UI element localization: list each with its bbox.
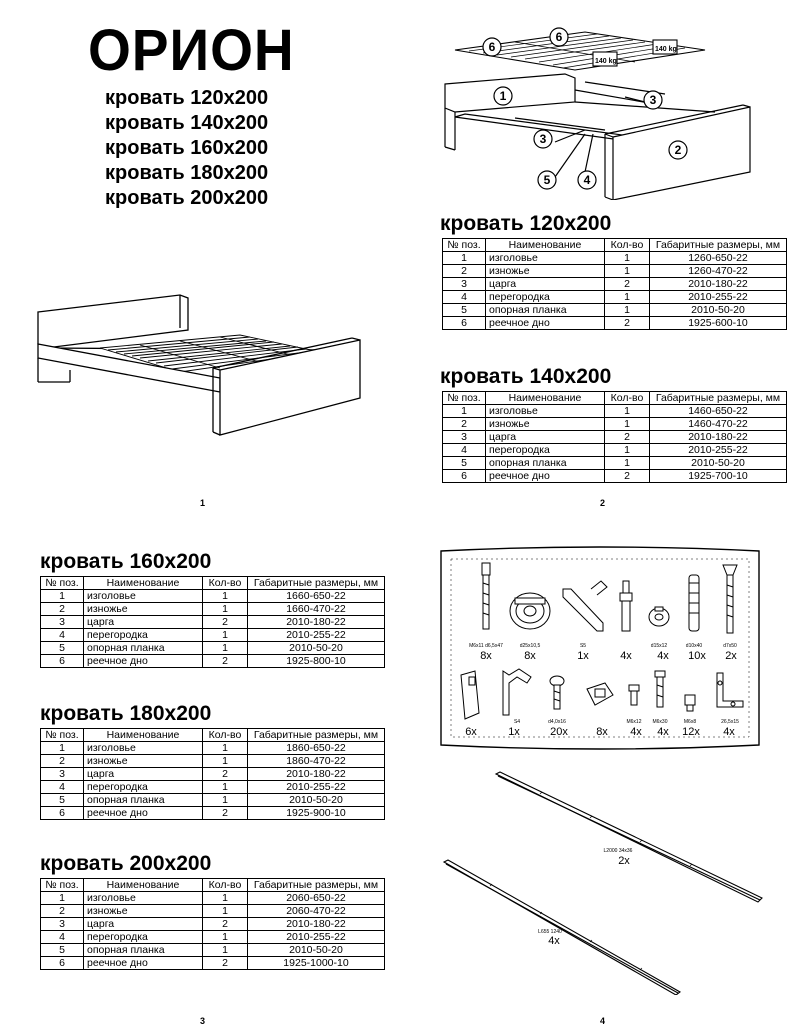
bolt-icon: [629, 685, 639, 705]
table-cell: царга: [84, 918, 203, 931]
table-cell: 2: [203, 768, 248, 781]
table-heading: кровать 200x200: [40, 852, 212, 875]
part-code: d25x10,5: [519, 643, 541, 649]
table-row: [41, 616, 385, 629]
table-cell: 1: [203, 590, 248, 603]
table-cell: 1: [605, 304, 650, 317]
table-row: [41, 944, 385, 957]
table-cell: 1: [605, 252, 650, 265]
part-quantity: 8x: [524, 650, 536, 662]
size-variant-list: [105, 86, 268, 211]
spec-table: [442, 238, 787, 330]
table-cell: 2: [203, 957, 248, 970]
table-cell: 1925-800-10: [248, 655, 385, 668]
table-cell: опорная планка: [84, 642, 203, 655]
table-cell: 2: [443, 418, 486, 431]
column-header: Кол-во: [203, 577, 248, 590]
page-number: 3: [200, 1016, 206, 1026]
table-cell: опорная планка: [486, 457, 605, 470]
table-cell: изножье: [84, 603, 203, 616]
table-cell: 2: [41, 755, 84, 768]
column-header: Наименование: [486, 239, 605, 252]
table-row: [41, 603, 385, 616]
part-code: M6x11 d6,5x47: [469, 643, 503, 649]
table-cell: 1: [203, 742, 248, 755]
column-header: Габаритные размеры, мм: [248, 879, 385, 892]
part-quantity: 4x: [548, 935, 560, 947]
table-cell: 5: [443, 457, 486, 470]
table-cell: 5: [41, 642, 84, 655]
table-header-row: [443, 239, 787, 252]
callout-number: 6: [488, 40, 496, 54]
nut-icon: [685, 695, 695, 711]
table-cell: 2010-180-22: [248, 768, 385, 781]
part-quantity: 2x: [618, 855, 630, 867]
table-cell: 1: [41, 590, 84, 603]
part-code: 26,5x15: [721, 719, 739, 725]
table-cell: 2: [203, 655, 248, 668]
table-cell: 1: [605, 291, 650, 304]
part-code: M6x30: [652, 719, 668, 725]
table-cell: 2: [605, 317, 650, 330]
column-header: Кол-во: [203, 729, 248, 742]
table-cell: 2010-255-22: [248, 629, 385, 642]
table-cell: изножье: [84, 905, 203, 918]
table-cell: 1925-700-10: [650, 470, 787, 483]
table-row: [41, 905, 385, 918]
table-cell: 1: [203, 931, 248, 944]
table-cell: 6: [41, 957, 84, 970]
table-row: [443, 278, 787, 291]
table-cell: 6: [41, 807, 84, 820]
table-row: [41, 755, 385, 768]
table-row: [41, 794, 385, 807]
table-row: [443, 304, 787, 317]
table-cell: 1460-470-22: [650, 418, 787, 431]
column-header: Габаритные размеры, мм: [248, 577, 385, 590]
table-header-row: [41, 879, 385, 892]
table-cell: изголовье: [486, 405, 605, 418]
column-header: Наименование: [84, 879, 203, 892]
table-cell: 6: [443, 317, 486, 330]
column-header: Кол-во: [203, 879, 248, 892]
column-header: Наименование: [84, 577, 203, 590]
table-cell: 2: [203, 807, 248, 820]
table-row: [41, 918, 385, 931]
table-cell: 1: [41, 892, 84, 905]
size-variant: кровать 200x200: [105, 187, 269, 209]
table-cell: 3: [443, 431, 486, 444]
table-row: [41, 655, 385, 668]
table-row: [443, 431, 787, 444]
table-header-row: [41, 577, 385, 590]
table-cell: 2: [41, 603, 84, 616]
table-heading: кровать 140x200: [440, 365, 612, 388]
table-row: [41, 931, 385, 944]
page-number: 1: [200, 498, 206, 508]
table-cell: 1925-900-10: [248, 807, 385, 820]
table-cell: 2010-255-22: [650, 291, 787, 304]
table-cell: царга: [84, 616, 203, 629]
table-row: [443, 470, 787, 483]
table-row: [41, 742, 385, 755]
table-cell: реечное дно: [486, 317, 605, 330]
table-cell: 1: [605, 457, 650, 470]
table-cell: 1: [605, 444, 650, 457]
column-header: Наименование: [84, 729, 203, 742]
table-cell: 2: [443, 265, 486, 278]
table-cell: 1: [605, 405, 650, 418]
table-cell: царга: [486, 431, 605, 444]
table-heading: кровать 120x200: [440, 212, 612, 235]
callout-number: 6: [555, 30, 563, 44]
table-cell: 2: [203, 616, 248, 629]
table-cell: 1860-470-22: [248, 755, 385, 768]
column-header: Кол-во: [605, 239, 650, 252]
table-row: [41, 768, 385, 781]
eccentric-cam-icon: [510, 593, 550, 629]
size-variant: кровать 180x200: [105, 162, 269, 184]
table-cell: царга: [84, 768, 203, 781]
table-heading: кровать 160x200: [40, 550, 212, 573]
rails-drawing: [440, 770, 770, 995]
part-quantity: 2x: [725, 650, 737, 662]
table-cell: 1: [443, 405, 486, 418]
table-cell: 2060-650-22: [248, 892, 385, 905]
table-cell: 2: [41, 905, 84, 918]
callout-number: 3: [649, 93, 657, 107]
column-header: № поз.: [41, 577, 84, 590]
part-code: L2000 34x36: [603, 848, 633, 854]
column-header: Габаритные размеры, мм: [650, 392, 787, 405]
size-variant: кровать 140x200: [105, 112, 269, 134]
part-code: M6x12: [626, 719, 642, 725]
table-cell: 2010-180-22: [248, 616, 385, 629]
table-row: [41, 642, 385, 655]
table-cell: реечное дно: [84, 807, 203, 820]
table-cell: 2010-180-22: [650, 431, 787, 444]
table-cell: 2010-255-22: [248, 931, 385, 944]
table-cell: 1260-470-22: [650, 265, 787, 278]
callout-number: 3: [539, 132, 547, 146]
table-row: [443, 457, 787, 470]
short-rail-icon: [444, 860, 680, 995]
table-cell: 2: [605, 431, 650, 444]
part-quantity: 10x: [688, 650, 706, 662]
bolt-long-icon: [655, 671, 665, 707]
table-cell: изголовье: [486, 252, 605, 265]
part-quantity: 20x: [550, 726, 568, 738]
table-cell: реечное дно: [84, 957, 203, 970]
table-cell: 1660-650-22: [248, 590, 385, 603]
table-cell: 4: [41, 781, 84, 794]
table-cell: 5: [41, 794, 84, 807]
part-quantity: 6x: [465, 726, 477, 738]
part-quantity: 4x: [723, 726, 735, 738]
spec-table: [40, 576, 385, 668]
table-cell: 3: [41, 768, 84, 781]
table-cell: изголовье: [84, 742, 203, 755]
table-cell: 2: [203, 918, 248, 931]
table-cell: 2010-50-20: [248, 944, 385, 957]
load-label: 140 kg: [595, 58, 617, 65]
table-cell: 3: [443, 278, 486, 291]
table-cell: 2010-255-22: [248, 781, 385, 794]
table-cell: 1: [605, 418, 650, 431]
table-cell: 5: [443, 304, 486, 317]
table-cell: реечное дно: [84, 655, 203, 668]
table-cell: 1: [443, 252, 486, 265]
table-row: [41, 957, 385, 970]
table-cell: 3: [41, 918, 84, 931]
bed-assembled-drawing: [30, 290, 370, 445]
part-quantity: 4x: [657, 650, 669, 662]
page-number: 4: [600, 1016, 606, 1026]
table-cell: 1460-650-22: [650, 405, 787, 418]
table-cell: 2010-50-20: [650, 457, 787, 470]
page-number: 2: [600, 498, 606, 508]
table-cell: перегородка: [84, 629, 203, 642]
column-header: № поз.: [41, 729, 84, 742]
column-header: Кол-во: [605, 392, 650, 405]
table-row: [443, 252, 787, 265]
bed-exploded-diagram: [435, 22, 755, 200]
table-cell: 1: [203, 794, 248, 807]
table-cell: 1660-470-22: [248, 603, 385, 616]
table-row: [41, 590, 385, 603]
table-cell: перегородка: [84, 931, 203, 944]
size-variant: кровать 160x200: [105, 137, 269, 159]
table-cell: опорная планка: [486, 304, 605, 317]
table-cell: 1: [203, 905, 248, 918]
table-cell: 1260-650-22: [650, 252, 787, 265]
table-cell: 4: [443, 444, 486, 457]
column-header: № поз.: [443, 392, 486, 405]
table-row: [41, 781, 385, 794]
table-cell: 1: [203, 755, 248, 768]
table-cell: изголовье: [84, 892, 203, 905]
part-quantity: 1x: [577, 650, 589, 662]
table-cell: перегородка: [486, 444, 605, 457]
column-header: Габаритные размеры, мм: [650, 239, 787, 252]
table-cell: 2: [605, 470, 650, 483]
table-row: [443, 444, 787, 457]
table-row: [443, 291, 787, 304]
table-cell: 1: [203, 642, 248, 655]
table-cell: 2010-180-22: [248, 918, 385, 931]
table-cell: 1: [41, 742, 84, 755]
callout-number: 2: [674, 143, 682, 157]
document-title: ОРИОН: [88, 18, 295, 83]
column-header: Габаритные размеры, мм: [248, 729, 385, 742]
table-cell: 4: [41, 629, 84, 642]
table-cell: 1860-650-22: [248, 742, 385, 755]
part-quantity: 1x: [508, 726, 520, 738]
table-cell: реечное дно: [486, 470, 605, 483]
part-code: L655 1240: [538, 929, 562, 935]
spec-table: [442, 391, 787, 483]
long-rail-icon: [496, 772, 762, 902]
part-quantity: 8x: [596, 726, 608, 738]
table-cell: изножье: [84, 755, 203, 768]
table-header-row: [443, 392, 787, 405]
table-row: [443, 418, 787, 431]
table-row: [41, 807, 385, 820]
table-cell: 6: [41, 655, 84, 668]
table-cell: опорная планка: [84, 944, 203, 957]
hardware-bag: [435, 543, 765, 755]
table-cell: 1: [203, 629, 248, 642]
load-label: 140 kg: [655, 46, 677, 53]
table-cell: 4: [443, 291, 486, 304]
table-cell: 1: [203, 781, 248, 794]
size-variant: кровать 120x200: [105, 87, 269, 109]
table-cell: 2010-255-22: [650, 444, 787, 457]
table-cell: 1: [203, 603, 248, 616]
table-row: [443, 317, 787, 330]
table-row: [443, 265, 787, 278]
table-cell: 1: [605, 265, 650, 278]
table-heading: кровать 180x200: [40, 702, 212, 725]
table-cell: 4: [41, 931, 84, 944]
spec-table: [40, 878, 385, 970]
table-cell: 1: [203, 944, 248, 957]
part-code: S5: [579, 643, 587, 649]
table-cell: изножье: [486, 265, 605, 278]
part-code: d7x50: [723, 643, 737, 649]
table-cell: 3: [41, 616, 84, 629]
table-cell: изголовье: [84, 590, 203, 603]
part-quantity: 4x: [657, 726, 669, 738]
table-cell: 6: [443, 470, 486, 483]
table-cell: перегородка: [84, 781, 203, 794]
table-header-row: [41, 729, 385, 742]
table-cell: 1: [203, 892, 248, 905]
table-cell: 2010-180-22: [650, 278, 787, 291]
table-cell: изножье: [486, 418, 605, 431]
part-code: M6x8: [683, 719, 697, 725]
callout-number: 5: [543, 173, 551, 187]
table-cell: 1925-600-10: [650, 317, 787, 330]
part-code: S4: [513, 719, 521, 725]
table-cell: 2060-470-22: [248, 905, 385, 918]
callout-number: 4: [583, 173, 591, 187]
table-cell: 2: [605, 278, 650, 291]
column-header: № поз.: [41, 879, 84, 892]
table-cell: 2010-50-20: [650, 304, 787, 317]
table-cell: 1925-1000-10: [248, 957, 385, 970]
wood-dowel-icon: [689, 575, 699, 631]
callout-number: 1: [499, 89, 507, 103]
table-row: [443, 405, 787, 418]
table-cell: царга: [486, 278, 605, 291]
part-quantity: 4x: [620, 650, 632, 662]
spec-table: [40, 728, 385, 820]
part-quantity: 8x: [480, 650, 492, 662]
column-header: Наименование: [486, 392, 605, 405]
table-row: [41, 892, 385, 905]
table-cell: 2010-50-20: [248, 642, 385, 655]
confirmat-screw-icon: [482, 563, 490, 629]
part-code: d4,0x16: [548, 719, 566, 725]
part-code: d15x12: [650, 643, 668, 649]
table-cell: опорная планка: [84, 794, 203, 807]
table-cell: перегородка: [486, 291, 605, 304]
table-cell: 2010-50-20: [248, 794, 385, 807]
part-quantity: 4x: [630, 726, 642, 738]
part-code: d10x40: [685, 643, 703, 649]
table-cell: 5: [41, 944, 84, 957]
part-quantity: 12x: [682, 726, 700, 738]
column-header: № поз.: [443, 239, 486, 252]
table-row: [41, 629, 385, 642]
